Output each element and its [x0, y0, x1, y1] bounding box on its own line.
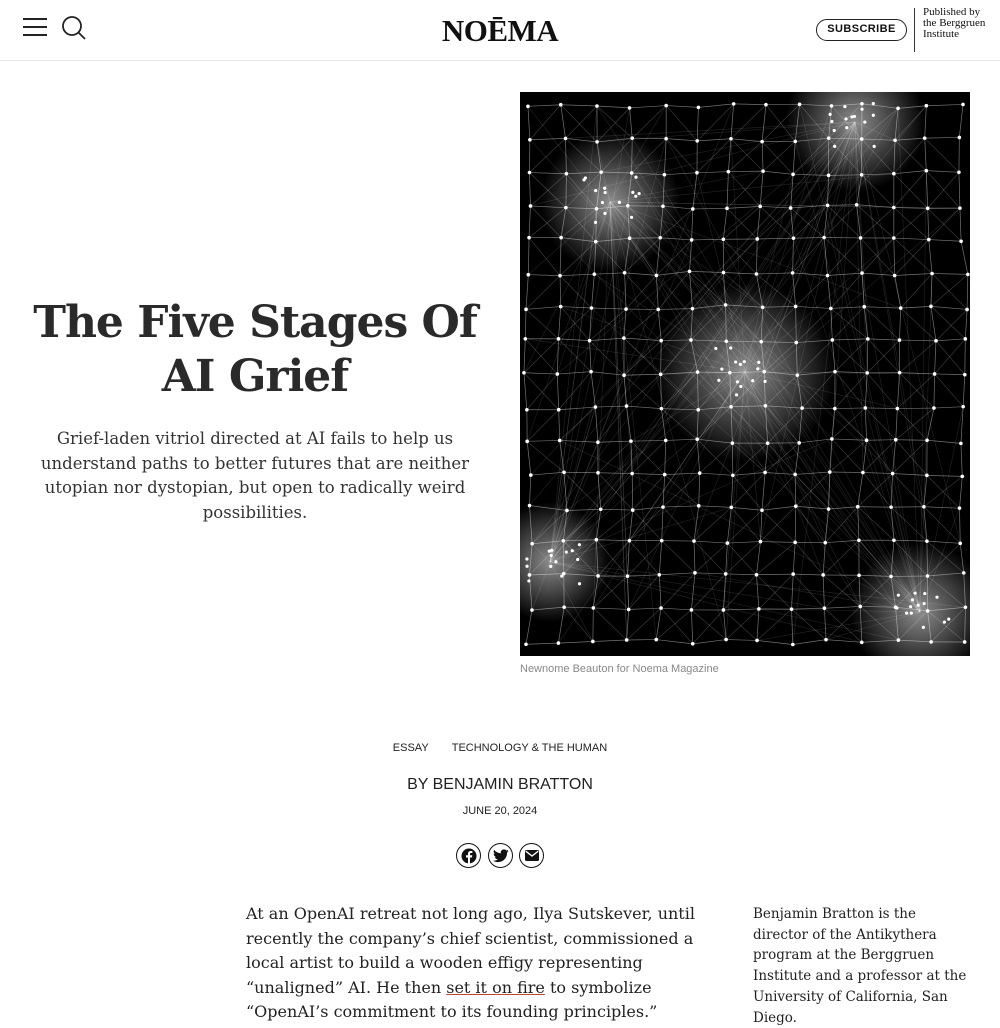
twitter-share-button[interactable] [488, 843, 513, 868]
network-illustration [520, 92, 970, 656]
subscribe-button[interactable]: SUBSCRIBE [816, 19, 907, 41]
header-divider [914, 8, 915, 52]
email-share-button[interactable] [519, 843, 544, 868]
author-link[interactable]: BENJAMIN BRATTON [433, 776, 593, 793]
email-icon [525, 850, 539, 861]
twitter-icon [493, 849, 509, 863]
article-tags [0, 742, 1000, 754]
tag-technology-and-the-human[interactable]: TECHNOLOGY & THE HUMAN [452, 742, 607, 754]
article-dek: Grief-laden vitriol directed at AI fails to help us understand paths to better futures that are neither utopian nor dystopian, but open to radically weird possibilities. [30, 427, 480, 525]
facebook-icon [461, 848, 477, 864]
hero-image [520, 92, 970, 656]
share-buttons [456, 843, 546, 868]
body-text-end: to symbolize “OpenAI’s commitment to its founding principles.” [246, 978, 657, 1022]
publisher-note[interactable]: Published by the Berggruen Institute [923, 7, 995, 40]
site-header [0, 0, 1000, 61]
author-bio: Benjamin Bratton is the director of the Antikythera program at the Berggruen Institute and a professor at the University of California, San Diego. [753, 904, 973, 1028]
site-logo[interactable]: NOĒMA [0, 13, 1000, 49]
byline [0, 776, 1000, 794]
article-title: The Five Stages Of AI Grief [20, 296, 490, 404]
byline-prefix: BY [407, 776, 433, 793]
set-it-on-fire-link[interactable]: set it on fire [446, 978, 545, 997]
publish-date: JUNE 20, 2024 [0, 805, 1000, 817]
tag-essay[interactable]: ESSAY [393, 742, 429, 754]
image-caption: Newnome Beauton for Noema Magazine [520, 663, 719, 675]
body-text-start: At an OpenAI retreat not long ago, Ilya Sutskever, until recently the company’s chief scientist, commissioned a local artist to build a wooden effigy representing “unaligned” AI. He then [246, 904, 695, 997]
article-body-paragraph [246, 902, 730, 1025]
facebook-share-button[interactable] [456, 843, 481, 868]
